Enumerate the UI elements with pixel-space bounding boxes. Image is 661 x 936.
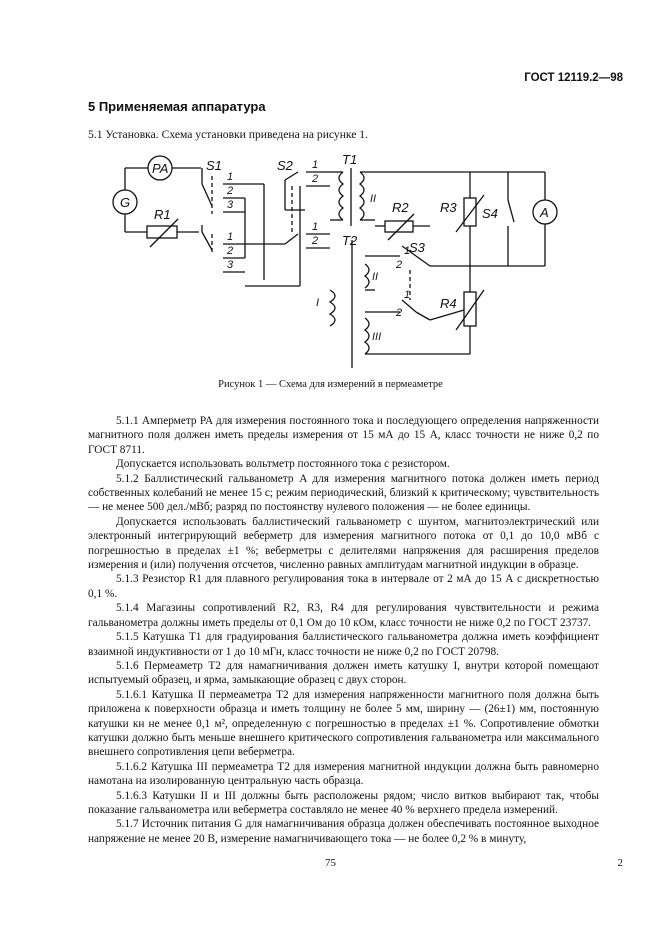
paragraph-5-1-4: 5.1.4 Магазины сопротивлений R2, R3, R4 для регулирования чувствительности и режима гальванометра должны иметь пределы от 0,1 Ом до 10 кОм, класс точности не ниже 0,2 по ГОСТ 23737. [88,602,599,629]
paragraph-5-1-6-3: 5.1.6.3 Катушки II и III должны быть расположены рядом; число витков выбирают так, чтобы показание гальванометра или веберметра составляло не менее 40 % верхнего предела измерений. [88,789,599,816]
paragraph-5-1-3: 5.1.3 Резистор R1 для плавного регулирования тока в интервале от 2 мА до 15 А с дискретностью 0,1 %. [88,573,599,600]
intro-paragraph: 5.1 Установка. Схема установки приведена на рисунке 1. [88,128,369,141]
coil-t2-ii [365,264,369,288]
s1-contact-1b: 1 [227,231,234,243]
sheet-number: 2 [617,857,623,869]
label-r4: R4 [440,296,457,311]
paragraph-5-1-5: 5.1.5 Катушка T1 для градуирования баллистического гальванометра должна иметь коэффициент взаимной индуктивности от 1 до 10 мГн, класс точности не ниже 0,2 по ГОСТ 20798. [88,631,599,658]
label-g: G [120,195,131,210]
label-a: A [540,205,549,220]
s2-contact-2: 2 [312,173,319,185]
resistor-r2-symbol [385,221,413,232]
paragraph-5-1-6-2: 5.1.6.2 Катушка III пермеаметра T2 для измерения магнитной индукции должна быть равномерно намотана на изолированную центральную часть образца. [88,760,599,788]
s3-contact-2: 2 [396,259,403,271]
paragraph-5-1-2-note: Допускается использовать баллистический гальванометр с шунтом, магнитоэлектрический или электронный интегрирующий веберметр для измерения магнитного потока от 0,1 до 10,0 мВб с погрешностью в пределах ±1 %; веберметры с делителями напряжения для расширения пределов измерения и (или) получения отсчетов, численно равных амплитудам магнитной индукции в образце. [88,515,599,572]
s1-contact-3: 3 [227,199,234,211]
label-s1: S1 [206,158,222,173]
label-r3: R3 [440,200,457,215]
s3-contact-1b: 1 [404,289,411,301]
figure-caption: Рисунок 1 — Схема для измерений в пермеаметре [218,379,443,390]
label-pa: PA [152,161,169,176]
paragraph-5-1-7: 5.1.7 Источник питания G для намагничивания образца должен обеспечивать постоянное выходное напряжение не менее 20 В, измерение намагничивающего тока — не более 0,2 % в минуту, [88,818,599,845]
section-title: 5 Применяемая аппаратура [88,99,266,114]
body-text [88,411,599,846]
s1-contact-2: 2 [227,185,234,197]
coil-t1-primary [339,172,343,220]
paragraph-5-1-6-1: 5.1.6.1 Катушка II пермеаметра T2 для измерения напряженности магнитного поля должна быть приложена к поверхности образца и иметь толщину не более 5 мм, ширину — (26±1) мм, постоянную катушки кн не менее 0,1 м², определенную с погрешностью в пределах ±1 %. Сопротивление обмотки катушки должно быть меньше внешнего критического сопротивления гальванометра или максимального внешнего сопротивления цепи веберметра. [88,688,599,759]
paragraph-5-1-6: 5.1.6 Пермеаметр T2 для намагничивания должен иметь катушку I, внутри которой помещают испытуемый образец, и ярма, замыкающие образец с двух сторон. [88,659,599,687]
label-r1: R1 [154,207,171,222]
coil-t1-secondary [360,172,364,220]
s1-contact-1: 1 [227,171,234,183]
winding-ii-label: II [372,271,379,283]
paragraph-5-1-2: 5.1.2 Баллистический гальванометр A для измерения магнитного потока должен иметь период собственных колебаний не менее 15 с; режим периодический, близкий к критическому; чувствительность — не менее 500 дел./мВб; разряд по постоянству нулевого положения — не более единицы. [88,472,599,514]
label-s3: S3 [409,240,425,255]
s1-contact-2b: 2 [227,245,234,257]
coil-t2-i [330,290,335,326]
label-s2: S2 [277,158,293,173]
s2-contact-1b: 1 [312,221,319,233]
s3-contact-2b: 2 [396,307,403,319]
standard-number: ГОСТ 12119.2—98 [524,72,623,84]
label-s4: S4 [482,206,498,221]
label-t1: T1 [342,152,358,167]
s1-contact-3b: 3 [227,259,234,271]
s3-contact-1: 1 [404,245,411,257]
coil-t2-iii [365,318,369,354]
label-t2: T2 [342,233,358,248]
winding-t1-ii-label: II [370,193,377,205]
winding-i-label: I [316,297,320,309]
circuit-diagram [0,0,661,378]
paragraph-5-1-1-note: Допускается использовать вольтметр постоянного тока с резистором. [116,458,450,471]
resistor-r1-symbol [147,226,177,238]
paragraph-5-1-1: 5.1.1 Амперметр PA для измерения постоянного тока и последующего определения напряженности магнитного поля должен иметь пределы измерения от 15 мА до 15 А, класс точности не ниже 0,2 по ГОСТ 8711. [88,415,599,456]
s2-contact-1: 1 [312,159,319,171]
winding-iii-label: III [372,331,382,343]
s2-contact-2b: 2 [312,235,319,247]
label-r2: R2 [392,200,409,215]
page-number: 75 [325,857,336,869]
resistor-r3-symbol [464,198,476,226]
